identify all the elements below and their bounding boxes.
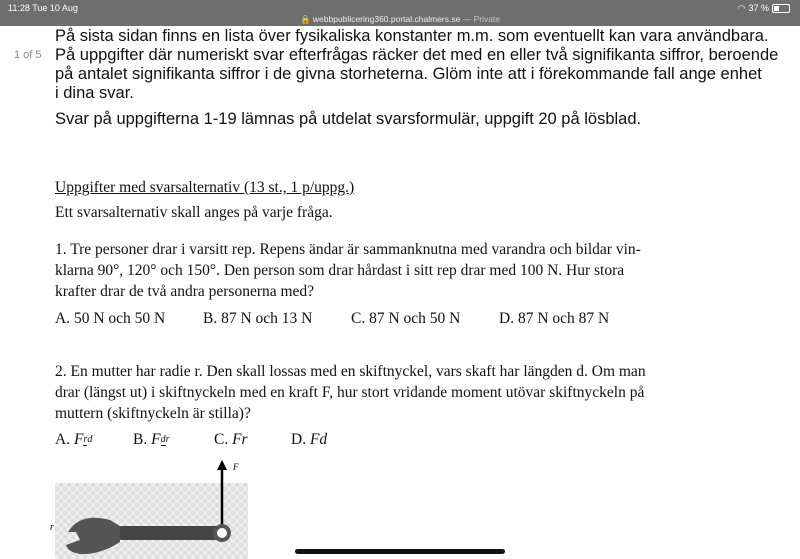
status-time: 11:28 Tue 10 Aug: [8, 3, 78, 13]
url-text: webbpublicering360.portal.chalmers.se: [312, 14, 461, 24]
battery-percent: 37 %: [748, 3, 769, 13]
home-indicator[interactable]: [295, 549, 505, 554]
intro-line: På sista sidan finns en lista över fysikaliska konstanter m.m. som eventuellt kan vara användbara.: [55, 27, 769, 45]
question-2-line: muttern (skiftnyckeln är stilla)?: [55, 405, 251, 422]
q2-option-c: C. Fr: [214, 431, 248, 448]
instructions: Svar på uppgifterna 1-19 lämnas på utdelat svarsformulär, uppgift 20 på lösblad.: [55, 110, 642, 128]
question-2-line: drar (längst ut) i skiftnyckeln med en kraft F, hur stort vridande moment utövar skiftnyckeln på: [55, 384, 645, 401]
status-bar: [0, 0, 800, 26]
radius-label: r: [50, 522, 54, 533]
question-1-line: krafter drar de två andra personerna med?: [55, 283, 315, 300]
address-bar[interactable]: [0, 14, 800, 24]
q1-option-c: C. 87 N och 50 N: [351, 310, 461, 327]
q1-option-a: A. 50 N och 50 N: [55, 310, 166, 327]
battery-status: [738, 3, 790, 13]
q1-option-d: D. 87 N och 87 N: [499, 310, 610, 327]
battery-icon: [772, 4, 790, 13]
intro-line: På uppgifter där numeriskt svar efterfrågas räcker det med en eller två signifikanta siffror, beroende: [55, 46, 779, 64]
page-indicator: 1 of 5: [14, 49, 42, 61]
section-note: Ett svarsalternativ skall anges på varje fråga.: [55, 204, 333, 221]
intro-line: på antalet signifikanta siffror i de givna storheterna. Glöm inte att i förekommande fall ange enhet: [55, 65, 762, 83]
q2-option-b: B. Fdr: [133, 431, 170, 448]
question-1-line: 1. Tre personer drar i varsitt rep. Repens ändar är sammanknutna med varandra och bildar vin-: [55, 241, 641, 258]
question-1-line: klarna 90°, 120° och 150°. Den person som drar hårdast i sitt rep drar med 100 N. Hur stora: [55, 262, 625, 279]
private-label: — Private: [460, 14, 501, 24]
intro-line: i dina svar.: [55, 84, 134, 102]
question-2-line: 2. En mutter har radie r. Den skall lossas med en skiftnyckel, vars skaft har längden d. Om man: [55, 363, 646, 380]
force-label: F: [233, 462, 239, 472]
q1-option-b: B. 87 N och 13 N: [203, 310, 313, 327]
lock-icon: 🔒: [299, 14, 311, 24]
wrench-icon: [66, 518, 231, 554]
q2-option-a: A. Frd: [55, 431, 93, 448]
wifi-icon: ◠: [737, 3, 746, 13]
q2-option-d: D. Fd: [291, 431, 328, 448]
section-heading: Uppgifter med svarsalternativ (13 st., 1 p/uppg.): [55, 179, 355, 196]
